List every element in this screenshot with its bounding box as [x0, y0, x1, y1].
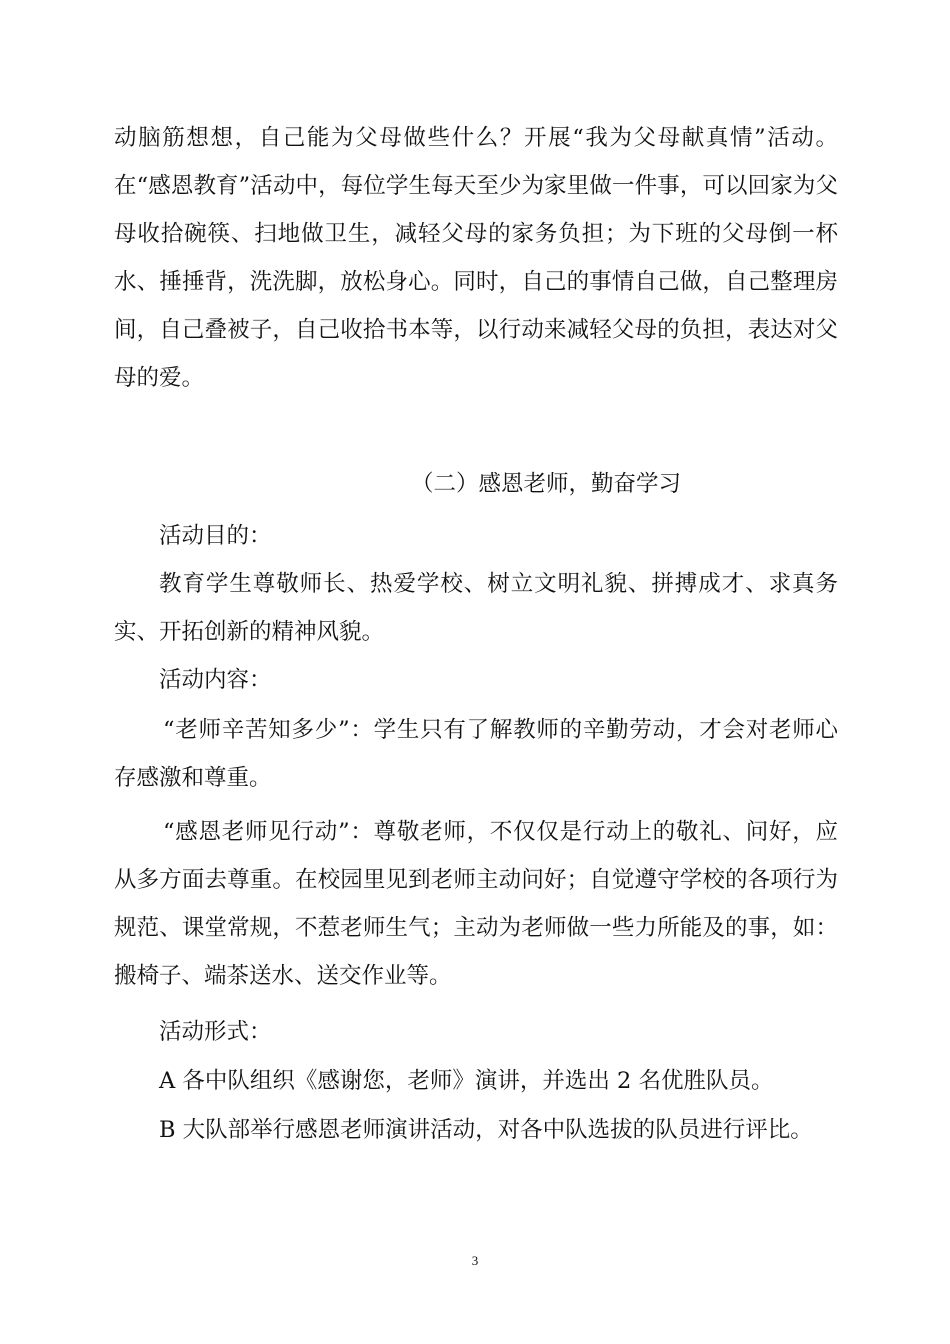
section-heading: （二）感恩老师，勤奋学习 — [410, 471, 681, 497]
content-label: 活动内容： — [159, 667, 272, 693]
purpose-paragraph: 教育学生尊敬师长、热爱学校、树立文明礼貌、拼搏成才、求真务实、开拓创新的精神风貌。 — [114, 571, 838, 645]
page-number: 3 — [471, 1253, 479, 1268]
form-item-a: A 各中队组织《感谢您，老师》演讲，并选出 2 名优胜队员。 — [159, 1068, 774, 1094]
content-item-teacher-hardship: “老师辛苦知多少”：学生只有了解教师的辛勤劳动，才会对老师心存感激和尊重。 — [114, 717, 838, 791]
content-item-gratitude-action: “感恩老师见行动”：尊敬老师，不仅仅是行动上的敬礼、问好，应从多方面去尊重。在校园里见到老师主动问好；自觉遵守学校的各项行为规范、课堂常规，不惹老师生气；主动为老师做一些力所能及的事，如：搬椅子、端茶送水、送交作业等。 — [114, 819, 838, 989]
form-label: 活动形式： — [159, 1019, 272, 1045]
purpose-label: 活动目的： — [159, 523, 272, 549]
intro-paragraph: 动脑筋想想，自己能为父母做些什么？开展“我为父母献真情”活动。在“感恩教育”活动中，每位学生每天至少为家里做一件事，可以回家为父母收拾碗筷、扫地做卫生，减轻父母的家务负担；为下班的父母倒一杯水、捶捶背，洗洗脚，放松身心。同时，自己的事情自己做，自己整理房间，自己叠被子，自己收拾书本等，以行动来减轻父母的负担，表达对父母的爱。 — [114, 125, 838, 391]
form-item-b: B 大队部举行感恩老师演讲活动，对各中队选拔的队员进行评比。 — [159, 1117, 813, 1143]
